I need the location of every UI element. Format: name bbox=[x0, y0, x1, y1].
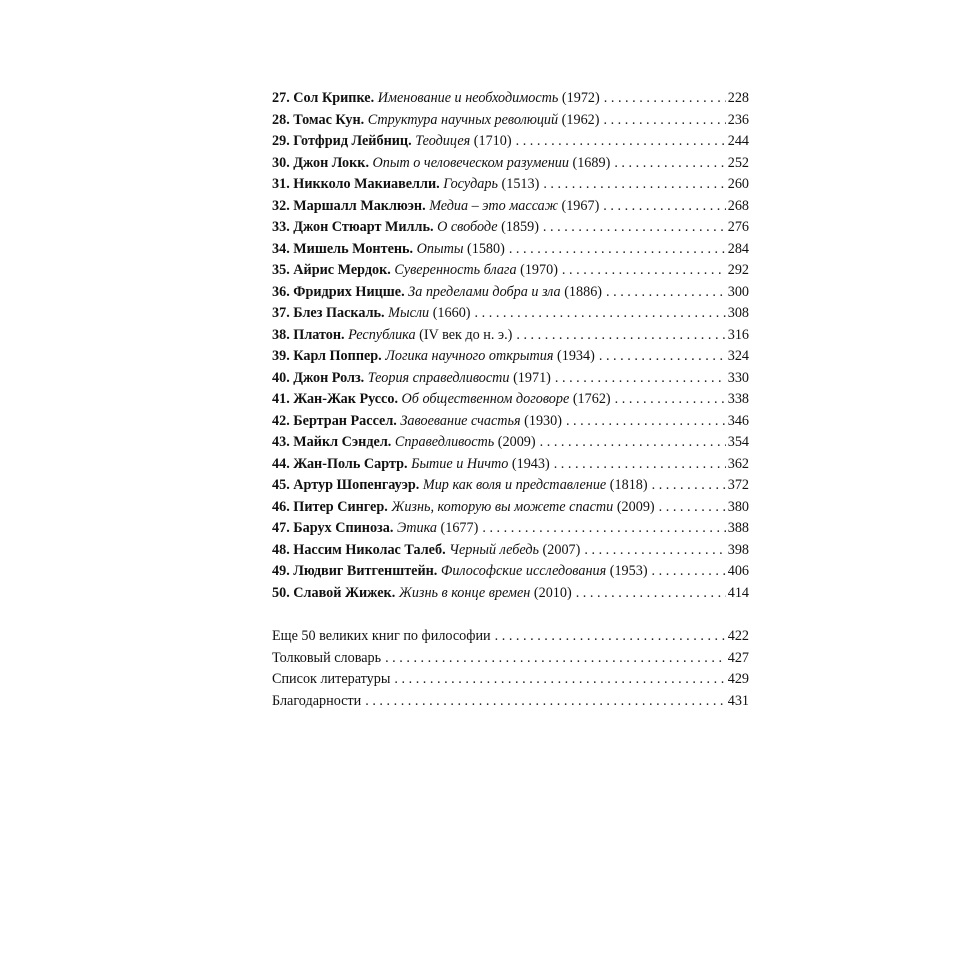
page-number: 284 bbox=[727, 240, 749, 257]
page-number: 372 bbox=[727, 477, 749, 493]
dot-leader bbox=[365, 691, 725, 713]
toc-entry-31[interactable]: 31. Никколо Макиавелли. Государь (1513) . . . 260 bbox=[272, 174, 749, 196]
dot-leader bbox=[509, 239, 726, 261]
toc-appendix-acknowledgements[interactable]: Благодарности . . . 431 bbox=[272, 691, 749, 713]
toc-entry-34[interactable]: 34. Мишель Монтень. Опыты (1580) . . . 284 bbox=[272, 239, 749, 261]
dot-leader bbox=[652, 561, 726, 583]
toc-entry-41[interactable]: 41. Жан-Жак Руссо. Об общественном договоре (1762) . . . 338 bbox=[272, 389, 749, 411]
toc-entry-36[interactable]: 36. Фридрих Ницше. За пределами добра и зла (1886) . . . 300 bbox=[272, 282, 749, 304]
dot-leader bbox=[604, 88, 726, 110]
toc-entry-50[interactable]: 50. Славой Жижек. Жизнь в конце времен (2010) . . . 414 bbox=[272, 583, 749, 605]
toc-appendix-glossary[interactable]: Толковый словарь . . . 427 bbox=[272, 648, 749, 670]
page-number: 338 bbox=[727, 391, 749, 407]
page-number: 422 bbox=[727, 628, 749, 644]
dot-leader bbox=[562, 260, 726, 282]
dot-leader bbox=[555, 368, 726, 390]
page-number: 427 bbox=[727, 649, 749, 666]
dot-leader bbox=[394, 669, 725, 691]
toc-entry-47[interactable]: 47. Барух Спиноза. Этика (1677) . . . 388 bbox=[272, 518, 749, 540]
dot-leader bbox=[614, 153, 725, 175]
dot-leader bbox=[576, 583, 726, 605]
page-number: 268 bbox=[727, 197, 749, 214]
dot-leader bbox=[603, 110, 725, 132]
page-number: 362 bbox=[727, 455, 749, 472]
toc-entry-49[interactable]: 49. Людвиг Витгенштейн. Философские исследования (1953) . . . 406 bbox=[272, 561, 749, 583]
dot-leader bbox=[584, 540, 725, 562]
dot-leader bbox=[606, 282, 726, 304]
page-number: 292 bbox=[727, 262, 749, 278]
page-number: 388 bbox=[727, 520, 749, 536]
toc-entry-33[interactable]: 33. Джон Стюарт Милль. О свободе (1859) . . . 276 bbox=[272, 217, 749, 239]
dot-leader bbox=[475, 303, 726, 325]
toc-entry-39[interactable]: 39. Карл Поппер. Логика научного открытия (1934) . . . 324 bbox=[272, 346, 749, 368]
page-number: 260 bbox=[727, 176, 749, 192]
toc-appendix-more-books[interactable]: Еще 50 великих книг по философии . . . 422 bbox=[272, 626, 749, 648]
dot-leader bbox=[543, 217, 726, 239]
dot-leader bbox=[659, 497, 726, 519]
toc-entry-46[interactable]: 46. Питер Сингер. Жизнь, которую вы можете спасти (2009) . . . 380 bbox=[272, 497, 749, 519]
dot-leader bbox=[543, 174, 725, 196]
dot-leader bbox=[482, 518, 725, 540]
toc-entry-32[interactable]: 32. Маршалл Маклюэн. Медиа – это массаж (1967) . . . 268 bbox=[272, 196, 749, 218]
dot-leader bbox=[615, 389, 726, 411]
dot-leader bbox=[516, 325, 725, 347]
toc-entry-45[interactable]: 45. Артур Шопенгауэр. Мир как воля и представление (1818) . . . 372 bbox=[272, 475, 749, 497]
page-number: 406 bbox=[727, 563, 749, 579]
section-spacer bbox=[272, 604, 749, 626]
toc-entry-35[interactable]: 35. Айрис Мердок. Суверенность блага (1970) . . . 292 bbox=[272, 260, 749, 282]
dot-leader bbox=[603, 196, 725, 218]
toc-entry-40[interactable]: 40. Джон Ролз. Теория справедливости (1971) . . . 330 bbox=[272, 368, 749, 390]
dot-leader bbox=[599, 346, 726, 368]
toc-entry-28[interactable]: 28. Томас Кун. Структура научных революций (1962) . . . 236 bbox=[272, 110, 749, 132]
page-number: 431 bbox=[727, 692, 749, 709]
page-number: 414 bbox=[727, 584, 749, 601]
dot-leader bbox=[566, 411, 726, 433]
page-number: 398 bbox=[727, 541, 749, 558]
page-number: 346 bbox=[727, 412, 749, 429]
page-number: 429 bbox=[727, 671, 749, 687]
toc-entry-43[interactable]: 43. Майкл Сэндел. Справедливость (2009) . . . 354 bbox=[272, 432, 749, 454]
toc-entry-38[interactable]: 38. Платон. Республика (IV век до н. э.) . . . 316 bbox=[272, 325, 749, 347]
page-number: 300 bbox=[727, 283, 749, 300]
toc-entry-37[interactable]: 37. Блез Паскаль. Мысли (1660) . . . 308 bbox=[272, 303, 749, 325]
page-number: 276 bbox=[727, 219, 749, 235]
toc-entry-27[interactable]: 27. Сол Крипке. Именование и необходимость (1972) . . . 228 bbox=[272, 88, 749, 110]
page-number: 380 bbox=[727, 498, 749, 515]
page-number: 228 bbox=[727, 90, 749, 106]
table-of-contents bbox=[272, 88, 749, 712]
dot-leader bbox=[540, 432, 726, 454]
page-number: 308 bbox=[727, 305, 749, 321]
dot-leader bbox=[652, 475, 726, 497]
page-number: 244 bbox=[727, 133, 749, 149]
dot-leader bbox=[516, 131, 726, 153]
dot-leader bbox=[554, 454, 726, 476]
page-number: 324 bbox=[727, 348, 749, 364]
dot-leader bbox=[495, 626, 726, 648]
page-number: 236 bbox=[727, 111, 749, 128]
toc-appendix-bibliography[interactable]: Список литературы . . . 429 bbox=[272, 669, 749, 691]
page-number: 252 bbox=[727, 154, 749, 171]
toc-entry-29[interactable]: 29. Готфрид Лейбниц. Теодицея (1710) . . . 244 bbox=[272, 131, 749, 153]
dot-leader bbox=[385, 648, 726, 670]
toc-entry-44[interactable]: 44. Жан-Поль Сартр. Бытие и Ничто (1943) . . . 362 bbox=[272, 454, 749, 476]
page-number: 316 bbox=[727, 326, 749, 343]
page-number: 330 bbox=[727, 369, 749, 386]
toc-entry-48[interactable]: 48. Нассим Николас Талеб. Черный лебедь (2007) . . . 398 bbox=[272, 540, 749, 562]
toc-entry-30[interactable]: 30. Джон Локк. Опыт о человеческом разумении (1689) . . . 252 bbox=[272, 153, 749, 175]
page-number: 354 bbox=[727, 434, 749, 450]
toc-entry-42[interactable]: 42. Бертран Рассел. Завоевание счастья (1930) . . . 346 bbox=[272, 411, 749, 433]
